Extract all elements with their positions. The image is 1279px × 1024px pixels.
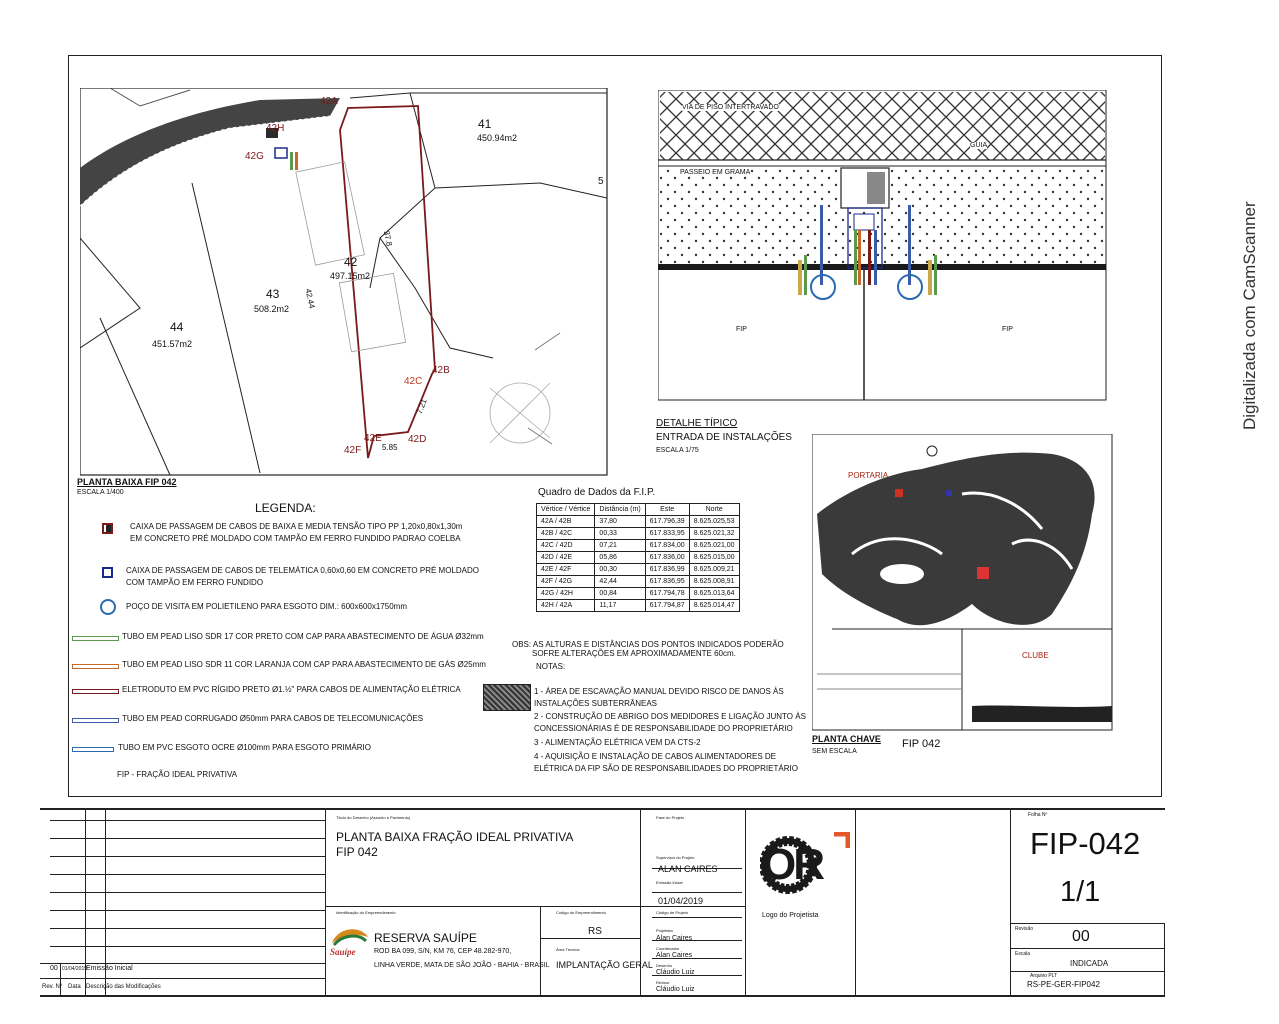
legend-icon-power-conduit — [72, 689, 119, 694]
vertex-42B: 42B — [432, 365, 450, 376]
file-value: RS-PE-GER-FIP042 — [1027, 980, 1100, 989]
excavation-hatch — [483, 684, 531, 711]
dim-7-21: 7.21 — [414, 397, 429, 416]
revision-value: 00 — [1072, 928, 1090, 945]
note-line: 2 - CONSTRUÇÃO DE ABRIGO DOS MEDIDORES E LIGAÇÃO JUNTO ÀS — [534, 712, 806, 721]
table-cell: 42H / 42A — [537, 600, 595, 612]
table-cell: 42A / 42B — [537, 516, 595, 528]
table-cell: 00,30 — [595, 564, 645, 576]
rev-header-date: Data — [68, 984, 81, 990]
table-cell: 8.625.015,00 — [689, 552, 739, 564]
lot-44-area: 451.57m2 — [152, 339, 193, 349]
sauipe-logo-text: Sauípe — [330, 947, 356, 957]
dim-37-8: 37.8 — [381, 229, 394, 248]
table-cell: 05,86 — [595, 552, 645, 564]
table-cell: 42C / 42D — [537, 540, 595, 552]
detail-title-2: ENTRADA DE INSTALAÇÕES — [656, 432, 792, 443]
key-plan-scale: SEM ESCALA — [812, 748, 857, 755]
table-cell: 42F / 42G — [537, 576, 595, 588]
address-line-1: ROD BA 099, S/N, KM 76, CEP 48.282-970, — [374, 948, 512, 955]
note-line: ELÉTRICA DA FIP SÃO DE RESPONSABILIDADES DO PROPRIETÁRIO — [534, 764, 798, 773]
table-cell: 00,33 — [595, 528, 645, 540]
key-portaria-label: PORTARIA — [848, 471, 889, 480]
role-label: Desenho — [656, 963, 673, 968]
fip-data-table — [536, 503, 740, 612]
enterprise-label: Identificação do Empreendimento — [336, 910, 396, 915]
table-cell: 8.625.021,32 — [689, 528, 739, 540]
table-cell: 42,44 — [595, 576, 645, 588]
or-logo — [760, 832, 850, 898]
legend-icon-water-pipe — [72, 636, 119, 641]
table-row — [537, 576, 740, 588]
lot-42-number: 42 — [344, 255, 358, 269]
area-label: Área Técnica — [556, 947, 580, 952]
table-header: Este — [645, 504, 689, 516]
detail-drawing — [658, 90, 1108, 402]
legend-icon-gas-pipe — [72, 664, 119, 669]
role-label: Coordenador — [656, 946, 680, 951]
legend-title: LEGENDA: — [255, 501, 316, 515]
legend-icon-sewer-pipe — [72, 747, 114, 752]
detail-fip-left: FIP — [736, 326, 747, 333]
project-logo-label: Logo do Projetista — [762, 912, 819, 919]
table-cell: 07,21 — [595, 540, 645, 552]
note-line: CONCESSIONÁRIAS É DE RESPONSABILIDADE DO PROPRIETÁRIO — [534, 724, 793, 733]
legend-icon-telematic-box — [102, 567, 113, 578]
lot-41-number: 41 — [478, 117, 492, 131]
legend-item-2-line2: COM TAMPÃO EM FERRO FUNDIDO — [126, 578, 264, 587]
lot-41-area: 450.94m2 — [477, 133, 518, 143]
lot-44-number: 44 — [170, 320, 184, 334]
table-cell: 8.625.009,21 — [689, 564, 739, 576]
table-row — [537, 600, 740, 612]
table-cell: 37,80 — [595, 516, 645, 528]
legend-item-7: TUBO EM PEAD CORRUGADO Ø50mm PARA CABOS DE TELECOMUNICAÇÕES — [122, 714, 424, 723]
rev-row-date: 01/04/2019 — [62, 966, 88, 972]
vertex-42C: 42C — [404, 376, 423, 387]
edge-mark: 5 — [598, 176, 604, 187]
table-cell: 42E / 42F — [537, 564, 595, 576]
legend-item-5: TUBO EM PEAD LISO SDR 11 COR LARANJA COM CAP PARA ABASTECIMENTO DE GÁS Ø25mm — [122, 660, 486, 669]
table-cell: 617.796,39 — [645, 516, 689, 528]
vertex-42A: 42A — [320, 96, 338, 107]
date-label: Emissão inicial — [656, 880, 683, 885]
sheet-code: FIP-042 — [1030, 826, 1141, 861]
detail-scale: ESCALA 1/75 — [656, 447, 699, 454]
technical-area: IMPLANTAÇÃO GERAL — [556, 960, 653, 970]
scanner-watermark: Digitalizada com CamScanner — [1240, 201, 1259, 430]
table-header-row — [537, 504, 740, 516]
table-cell: 617.833,95 — [645, 528, 689, 540]
drawing-title-label: Título do Desenho (Assunto e Pavimento) — [336, 815, 411, 820]
code-label: Código do Empreendimento — [556, 910, 606, 915]
table-header: Vértice / Vértice — [537, 504, 595, 516]
note-line: INSTALAÇÕES SUBTERRÂNEAS — [534, 699, 657, 708]
detail-road-label: VIA DE PISO INTERTRAVADO — [682, 104, 779, 111]
table-cell: 00,84 — [595, 588, 645, 600]
project-code-label: Código de Projeto — [656, 910, 689, 915]
role-name: Alan Caires — [656, 935, 693, 942]
table-cell: 617.794,87 — [645, 600, 689, 612]
table-row — [537, 552, 740, 564]
dim-42-44: 42.44 — [303, 287, 317, 310]
rev-row-desc: Emissão Inicial — [86, 965, 133, 972]
obs-line-2: SOFRE ALTERAÇÕES EM APROXIMADAMENTE 60cm. — [532, 649, 736, 658]
table-row — [537, 564, 740, 576]
legend-item-6: ELETRODUTO EM PVC RÍGIDO PRETO Ø1.½" PARA CABOS DE ALIMENTAÇÃO ELÉTRICA — [122, 685, 461, 694]
rev-header-desc: Descrição das Modificações — [86, 984, 161, 990]
detail-grass-label: PASSEIO EM GRAMA — [680, 169, 751, 176]
legend-item-2-line1: CAIXA DE PASSAGEM DE CABOS DE TELEMÁTICA 0,60x0,60 EM CONCRETO PRÉ MOLDADO — [126, 566, 479, 575]
project-phase-label: Fase do Projeto — [656, 815, 685, 820]
revision-label: Revisão — [1015, 926, 1034, 932]
table-cell: 617.836,99 — [645, 564, 689, 576]
legend-item-8: TUBO EM PVC ESGOTO OCRE Ø100mm PARA ESGOTO PRIMÁRIO — [118, 743, 371, 752]
table-row — [537, 528, 740, 540]
vertex-42D: 42D — [408, 434, 427, 445]
role-name: Cláudio Luiz — [656, 986, 695, 993]
table-cell: 8.625.025,53 — [689, 516, 739, 528]
table-row — [537, 516, 740, 528]
key-plan-fip: FIP 042 — [902, 738, 941, 750]
role-label: Revisor — [656, 980, 670, 985]
drawing-title-1: PLANTA BAIXA FRAÇÃO IDEAL PRIVATIVA — [336, 830, 574, 844]
table-row — [537, 588, 740, 600]
rev-row-number: 00 — [50, 965, 58, 972]
rev-header-number: Rev. Nº — [42, 984, 63, 990]
table-cell: 8.625.021,00 — [689, 540, 739, 552]
site-plan-scale: ESCALA 1/400 — [77, 489, 124, 496]
detail-guia-label: GUIA — [970, 142, 988, 149]
legend-icon-manhole — [100, 599, 116, 615]
role-label: Projetista — [656, 928, 673, 933]
table-cell: 42D / 42E — [537, 552, 595, 564]
supervisor-label: Supervisor do Projeto — [656, 855, 695, 860]
lot-43-number: 43 — [266, 287, 280, 301]
legend-item-1-line2: EM CONCRETO PRÉ MOLDADO COM TAMPÃO EM FERRO FUNDIDO PADRAO COELBA — [130, 534, 461, 543]
legend-icon-telecom-pipe — [72, 718, 119, 723]
sheet-label: Folha Nº — [1028, 812, 1048, 818]
detail-fip-right: FIP — [1002, 326, 1013, 333]
vertex-42H: 42H — [266, 123, 285, 134]
table-cell: 42G / 42H — [537, 588, 595, 600]
note-line: 4 - AQUISIÇÃO E INSTALAÇÃO DE CABOS ALIMENTADORES DE — [534, 752, 776, 761]
role-name: Cláudio Luiz — [656, 969, 695, 976]
notes-title: NOTAS: — [536, 662, 566, 671]
table-cell: 8.625.008,91 — [689, 576, 739, 588]
supervisor-name: ALAN CAIRES — [658, 864, 718, 874]
obs-line-1: OBS: AS ALTURAS E DISTÂNCIAS DOS PONTOS INDICADOS PODERÃO — [512, 640, 784, 649]
role-name: Alan Caires — [656, 952, 693, 959]
enterprise-code: RS — [588, 926, 602, 937]
legend-item-4: TUBO EM PEAD LISO SDR 17 COR PRETO COM CAP PARA ABASTECIMENTO DE ÁGUA Ø32mm — [122, 632, 484, 641]
site-plan-drawing — [80, 88, 608, 476]
key-clube-label: CLUBE — [1022, 651, 1049, 660]
scale-label: Escala — [1015, 951, 1031, 957]
table-cell: 617.836,00 — [645, 552, 689, 564]
table-header: Distância (m) — [595, 504, 645, 516]
file-label: Arquivo PLT — [1030, 973, 1058, 979]
scale-value: INDICADA — [1070, 959, 1109, 968]
legend-item-3: POÇO DE VISITA EM POLIETILENO PARA ESGOTO DIM.: 600x600x1750mm — [126, 602, 407, 611]
note-line: 1 - ÁREA DE ESCAVAÇÃO MANUAL DEVIDO RISCO DE DANOS ÀS — [534, 687, 784, 696]
drawing-title-2: FIP 042 — [336, 845, 378, 859]
vertex-42G: 42G — [245, 151, 264, 162]
key-plan-title: PLANTA CHAVE — [812, 734, 881, 744]
fip-table-title: Quadro de Dados da F.I.P. — [538, 487, 656, 498]
table-cell: 617.794,78 — [645, 588, 689, 600]
note-line: 3 - ALIMENTAÇÃO ELÉTRICA VEM DA CTS-2 — [534, 738, 701, 747]
vertex-42F: 42F — [344, 445, 362, 456]
table-cell: 11,17 — [595, 600, 645, 612]
table-cell: 8.625.013,64 — [689, 588, 739, 600]
table-cell: 8.625.014,47 — [689, 600, 739, 612]
sheet-count: 1/1 — [1060, 876, 1101, 908]
dim-5-85: 5.85 — [382, 443, 398, 452]
table-cell: 617.834,00 — [645, 540, 689, 552]
legend-icon-power-box — [102, 523, 113, 534]
table-cell: 617.836,95 — [645, 576, 689, 588]
lot-43-area: 508.2m2 — [254, 304, 290, 314]
lot-42-area: 497.15m2 — [330, 271, 371, 281]
site-plan-title: PLANTA BAIXA FIP 042 — [77, 477, 177, 487]
table-row — [537, 540, 740, 552]
table-cell: 42B / 42C — [537, 528, 595, 540]
issue-date: 01/04/2019 — [658, 896, 704, 906]
sauipe-logo — [330, 925, 370, 965]
detail-title-1: DETALHE TÍPICO — [656, 418, 738, 429]
table-header: Norte — [689, 504, 739, 516]
legend-item-1-line1: CAIXA DE PASSAGEM DE CABOS DE BAIXA E MEDIA TENSÃO TIPO PP 1,20x0,80x1,30m — [130, 522, 463, 531]
or-logo-text: OR — [762, 840, 822, 889]
legend-fip-note: FIP - FRAÇÃO IDEAL PRIVATIVA — [117, 770, 238, 779]
address-line-2: LINHA VERDE, MATA DE SÃO JOÃO - BAHIA - BRASIL — [374, 962, 550, 969]
enterprise-name: RESERVA SAUÍPE — [374, 931, 477, 945]
vertex-42E: 42E — [364, 433, 382, 444]
